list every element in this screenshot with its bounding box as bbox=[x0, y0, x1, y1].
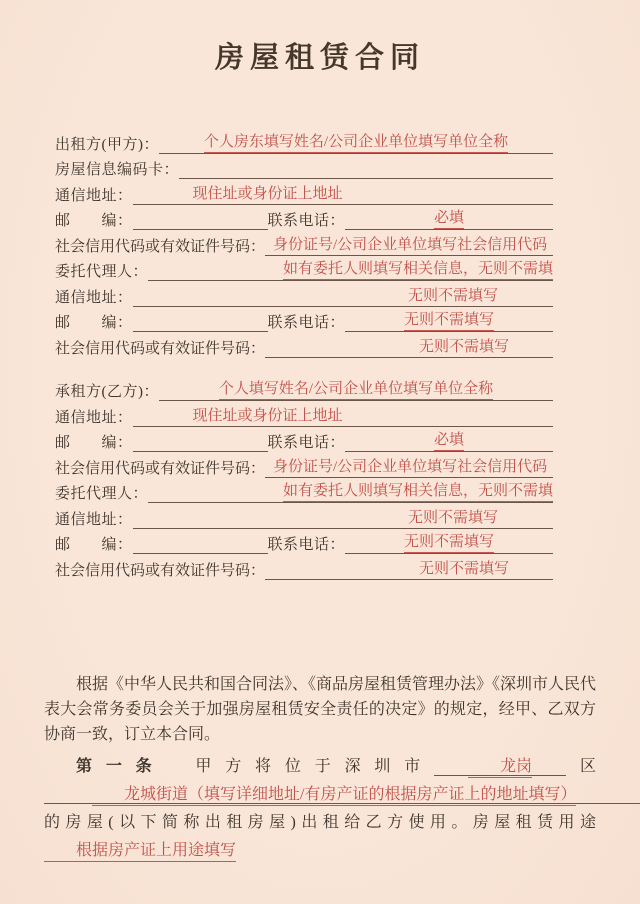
blank-district bbox=[434, 758, 566, 776]
field-label: 通信地址： bbox=[55, 187, 133, 204]
form-row-house-info-card bbox=[55, 154, 553, 180]
contract-title: 房屋租赁合同 bbox=[214, 42, 425, 74]
field-hint: 无则不需填写 bbox=[408, 508, 498, 529]
form-row-agent-postcode-phone bbox=[55, 307, 553, 333]
form-row-postcode-phone bbox=[55, 205, 553, 231]
field-hint: 无则不需填写 bbox=[404, 310, 494, 331]
field-line bbox=[148, 259, 553, 281]
field-hint: 个人房东填写姓名/公司企业单位填写单位全称 bbox=[204, 132, 508, 153]
field-line bbox=[133, 532, 268, 554]
field-line bbox=[148, 481, 553, 503]
field-label: 邮 编： bbox=[55, 435, 133, 451]
clause-text: 甲方将位于深圳市 bbox=[165, 757, 435, 775]
field-hint: 必填 bbox=[434, 208, 464, 229]
field-label: 通信地址： bbox=[55, 511, 133, 528]
field-hint: 无则不需填写 bbox=[408, 286, 498, 307]
form-row-postcode-phone bbox=[55, 427, 553, 453]
field-label: 邮 编： bbox=[55, 213, 133, 229]
preamble-paragraph: 根据《中华人民共和国合同法》、《商品房屋租赁管理办法》《深圳市人民代表大会常务委员会关于加强房屋租赁安全责任的决定》的规定，经甲、乙双方协商一致，订立本合同。 bbox=[44, 675, 597, 743]
field-label: 承租方(乙方)： bbox=[55, 384, 159, 400]
clause-number: 第一条 bbox=[76, 757, 166, 775]
party-a-section bbox=[55, 128, 553, 358]
field-hint: 个人填写姓名/公司企业单位填写单位全称 bbox=[219, 379, 493, 400]
field-hint: 无则不需填写 bbox=[419, 559, 509, 580]
field-label: 社会信用代码或有效证件号码： bbox=[55, 238, 266, 255]
form-row-agent bbox=[55, 478, 553, 504]
field-line bbox=[179, 157, 553, 179]
blank-district-hint: 龙岗 bbox=[468, 757, 532, 778]
field-label: 房屋信息编码卡： bbox=[55, 162, 180, 178]
field-label: 委托代理人： bbox=[55, 486, 149, 502]
form-row-mailing-address bbox=[55, 401, 553, 427]
field-line bbox=[159, 132, 553, 154]
field-line bbox=[345, 532, 553, 554]
field-label: 通信地址： bbox=[55, 289, 133, 306]
field-label: 联系电话： bbox=[267, 213, 346, 229]
field-hint: 如有委托人则填写相关信息，无则不需填 bbox=[283, 259, 553, 280]
blank-street-address-hint: 龙城街道（填写详细地址/有房产证的根据房产证上的地址填写） bbox=[92, 785, 576, 806]
field-label: 社会信用代码或有效证件号码： bbox=[55, 340, 266, 357]
field-hint: 身份证号/公司企业单位填写社会信用代码 bbox=[273, 457, 547, 478]
field-label: 联系电话： bbox=[267, 435, 346, 451]
form-row-credit-code bbox=[55, 230, 553, 256]
field-line bbox=[133, 406, 553, 427]
field-line bbox=[133, 430, 268, 452]
blank-street-address bbox=[44, 786, 640, 804]
field-hint: 无则不需填写 bbox=[404, 532, 494, 553]
party-b-section bbox=[55, 376, 553, 580]
form-row-agent-credit-code bbox=[55, 554, 553, 580]
form-row-mailing-address bbox=[55, 179, 553, 205]
field-label: 邮 编： bbox=[55, 315, 133, 331]
field-label: 联系电话： bbox=[267, 315, 346, 331]
field-hint: 必填 bbox=[434, 430, 464, 451]
field-label: 通信地址： bbox=[55, 409, 133, 426]
field-label: 社会信用代码或有效证件号码： bbox=[55, 562, 266, 579]
field-hint: 现住址或身份证上地址 bbox=[193, 406, 343, 427]
field-line bbox=[133, 208, 268, 230]
form-row-agent bbox=[55, 256, 553, 282]
field-line bbox=[133, 184, 553, 205]
field-line bbox=[133, 286, 553, 307]
field-label: 联系电话： bbox=[267, 537, 346, 553]
field-line bbox=[345, 208, 553, 230]
field-label: 委托代理人： bbox=[55, 264, 149, 280]
field-label: 邮 编： bbox=[55, 537, 133, 553]
form-row-agent-postcode-phone bbox=[55, 529, 553, 555]
field-line bbox=[265, 337, 553, 358]
form-row-credit-code bbox=[55, 452, 553, 478]
field-line bbox=[265, 235, 553, 256]
field-hint: 现住址或身份证上地址 bbox=[193, 184, 343, 205]
form-row-agent-address bbox=[55, 503, 553, 529]
field-line bbox=[345, 430, 553, 452]
field-label: 社会信用代码或有效证件号码： bbox=[55, 460, 266, 477]
field-line bbox=[133, 508, 553, 529]
field-hint: 无则不需填写 bbox=[419, 337, 509, 358]
form-row-lessee-name bbox=[55, 376, 553, 402]
field-line bbox=[345, 310, 553, 332]
form-row-agent-address bbox=[55, 281, 553, 307]
field-line bbox=[159, 379, 553, 401]
field-line bbox=[265, 559, 553, 580]
form-row-agent-credit-code bbox=[55, 332, 553, 358]
clause-1-paragraph bbox=[44, 753, 596, 865]
clause-text: 区 bbox=[566, 757, 596, 775]
blank-usage-hint: 根据房产证上用途填写 bbox=[44, 841, 236, 862]
field-hint: 身份证号/公司企业单位填写社会信用代码 bbox=[273, 235, 547, 256]
field-line bbox=[265, 457, 553, 478]
field-hint: 如有委托人则填写相关信息，无则不需填 bbox=[283, 481, 553, 502]
clause-text: 的房屋(以下简称出租房屋)出租给乙方使用。房屋租赁用途 bbox=[44, 813, 596, 831]
field-line bbox=[133, 310, 268, 332]
field-label: 出租方(甲方)： bbox=[55, 136, 159, 153]
form-row-lessor-name bbox=[55, 128, 553, 154]
